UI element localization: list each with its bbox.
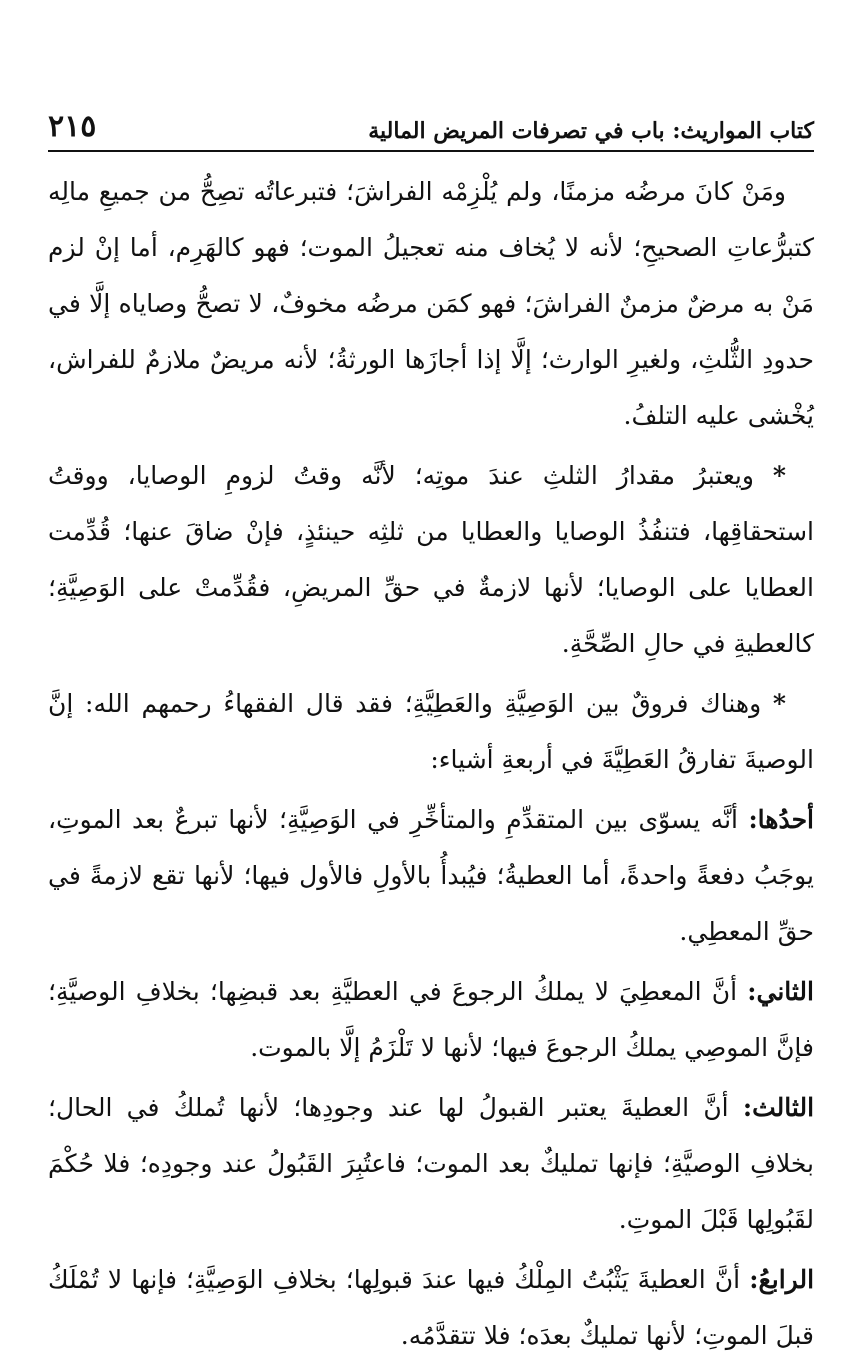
header-rule <box>48 150 814 152</box>
paragraph-third-difference <box>48 1080 814 1248</box>
paragraph-text: أنَّ العطيةَ يَثْبُتُ المِلْكُ فيها عندَ قبولِها؛ بخلافِ الوَصِيَّةِ؛ فإنها لا تُمْلَكُ قبلَ الموتِ؛ لأنها تمليكٌ بعدَه؛ فلا تتقدَّمُه. <box>48 1265 814 1350</box>
chapter-title: كتاب المواريث: باب في تصرفات المريض المالية <box>368 118 814 144</box>
paragraph-text: وهناك فروقٌ بين الوَصِيَّةِ والعَطِيَّةِ؛ فقد قال الفقهاءُ رحمهم الله: إنَّ الوصيةَ تفارقُ العَطِيَّةَ في أربعةِ أشياء: <box>48 689 814 774</box>
paragraph-text: أنَّ العطيةَ يعتبر القبولُ لها عند وجودِها؛ لأنها تُملكُ في الحال؛ بخلافِ الوصيَّةِ؛ فإنها تمليكٌ بعد الموت؛ فاعتُبِرَ القَبُولُ عند وجودِه؛ فلا حُكْمَ لقَبُولِها قَبْلَ الموتِ. <box>48 1093 814 1234</box>
item-label: أحدُها: <box>748 805 814 834</box>
paragraph-third-measure <box>48 448 814 672</box>
paragraph-chronic-illness <box>48 164 814 444</box>
paragraph-differences-intro <box>48 676 814 788</box>
book-page <box>48 100 814 1368</box>
paragraph-second-difference <box>48 964 814 1076</box>
item-label: الثاني: <box>747 977 814 1006</box>
paragraph-text: ويعتبرُ مقدارُ الثلثِ عندَ موتِه؛ لأنَّه وقتُ لزومِ الوصايا، ووقتُ استحقاقِها، فتنفُذُ الوصايا والعطايا من ثلثِه حينئذٍ، فإنْ ضاقَ عنها؛ قُدِّمت العطايا على الوصايا؛ لأنها لازمةٌ في حقِّ المريضِ، فقُدِّمتْ على الوَصِيَّةِ؛ كالعطيةِ في حالِ الصِّحَّةِ. <box>48 461 814 658</box>
item-label: الثالث: <box>742 1093 815 1122</box>
page-number: ٢١٥ <box>48 109 97 144</box>
paragraph-text: ومَنْ كانَ مرضُه مزمنًا، ولم يُلْزِمْه الفراشَ؛ فتبرعاتُه تصِحُّ من جميعِ مالِه كتبرُّعاتِ الصحيحِ؛ لأنه لا يُخاف منه تعجيلُ الموت؛ فهو كالهَرِم، أما إنْ لزم مَنْ به مرضٌ مزمنٌ الفراشَ؛ فهو كمَن مرضُه مخوفٌ، لا تصحُّ وصاياه إلَّا في حدودِ الثُّلثِ، ولغيرِ الوارث؛ إلَّا إذا أجازَها الورثةُ؛ لأنه مريضٌ ملازمٌ للفراش، يُخْشى عليه التلفُ. <box>48 177 814 430</box>
paragraph-text: أنَّ المعطِيَ لا يملكُ الرجوعَ في العطيَّةِ بعد قبضِها؛ بخلافِ الوصيَّةِ؛ فإنَّ الموصِي يملكُ الرجوعَ فيها؛ لأنها لا تَلْزَمُ إلَّا بالموت. <box>48 977 814 1062</box>
paragraph-text: أنَّه يسوّى بين المتقدِّمِ والمتأخِّرِ في الوَصِيَّةِ؛ لأنها تبرعٌ بعد الموتِ، يوجَبُ دفعةً واحدةً، أما العطيةُ؛ فيُبدأُ بالأولِ فالأول فيها؛ لأنها تقع لازمةً في حقِّ المعطِي. <box>48 805 814 946</box>
asterisk-marker: * <box>772 689 786 718</box>
running-header <box>48 100 814 152</box>
asterisk-marker: * <box>772 461 786 490</box>
item-label: الرابعُ: <box>749 1265 815 1294</box>
paragraph-fourth-difference <box>48 1252 814 1364</box>
body-text <box>48 164 814 1364</box>
paragraph-first-difference <box>48 792 814 960</box>
